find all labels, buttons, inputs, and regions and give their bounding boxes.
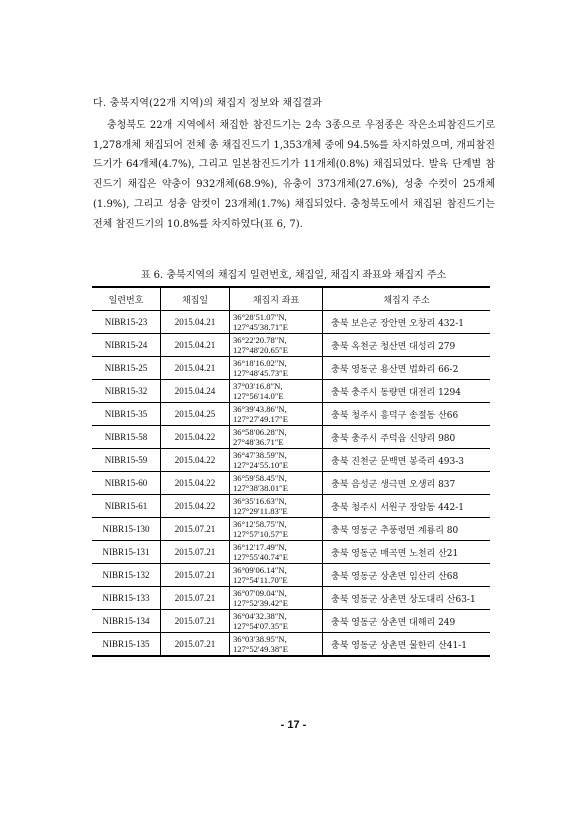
- cell-serial-number: NIBR15-23: [92, 311, 161, 334]
- latitude: 36°12′58.75″N,: [233, 519, 287, 529]
- cell-serial-number: NIBR15-131: [92, 541, 161, 564]
- latitude: 36°22′20.78″N,: [233, 335, 287, 345]
- cell-serial-number: NIBR15-132: [92, 564, 161, 587]
- cell-serial-number: NIBR15-32: [92, 380, 161, 403]
- latitude: 36°58′06.28″N,: [233, 427, 287, 437]
- cell-coordinates: [230, 311, 323, 334]
- cell-coordinates: [230, 564, 323, 587]
- table-row: [92, 633, 490, 657]
- cell-collection-date: 2015.04.25: [161, 403, 230, 426]
- cell-collection-date: 2015.04.21: [161, 311, 230, 334]
- table-row: [92, 495, 490, 518]
- table-row: [92, 380, 490, 403]
- cell-coordinates: [230, 541, 323, 564]
- section-heading: 다. 충북지역(22개 지역)의 채집지 정보와 채집결과: [93, 98, 322, 109]
- cell-collection-date: 2015.07.21: [161, 541, 230, 564]
- longitude: 127°52′49.38″E: [233, 644, 288, 654]
- longitude: 127°29′11.83″E: [233, 506, 288, 516]
- cell-collection-date: 2015.07.21: [161, 587, 230, 610]
- latitude: 36°04′32.38″N,: [233, 611, 287, 621]
- cell-address: 충북 진천군 문백면 봉죽리 493-3: [323, 449, 491, 472]
- longitude: 127°45′38.71″E: [233, 322, 288, 332]
- cell-collection-date: 2015.07.21: [161, 564, 230, 587]
- cell-collection-date: 2015.04.22: [161, 472, 230, 495]
- cell-collection-date: 2015.04.22: [161, 426, 230, 449]
- cell-address: 충북 영동군 매곡면 노천리 산21: [323, 541, 491, 564]
- cell-coordinates: [230, 380, 323, 403]
- longitude: 127°27′49.17″E: [233, 414, 288, 424]
- latitude: 36°09′06.14″N,: [233, 565, 287, 575]
- latitude: 36°28′51.07″N,: [233, 312, 287, 322]
- cell-coordinates: [230, 495, 323, 518]
- body-paragraph-block: [93, 116, 495, 234]
- table-row: [92, 334, 490, 357]
- cell-collection-date: 2015.04.22: [161, 495, 230, 518]
- cell-address: 충북 영동군 상촌면 임산리 산68: [323, 564, 491, 587]
- cell-collection-date: 2015.04.24: [161, 380, 230, 403]
- table-header-row: [92, 287, 490, 311]
- table-row: [92, 518, 490, 541]
- cell-address: 충북 옥천군 청산면 대성리 279: [323, 334, 491, 357]
- table-row: [92, 541, 490, 564]
- cell-address: 충북 음성군 생극면 오생리 837: [323, 472, 491, 495]
- cell-coordinates: [230, 610, 323, 633]
- cell-address: 충북 영동군 용산면 법화리 66-2: [323, 357, 491, 380]
- table-row: [92, 357, 490, 380]
- latitude: 36°18′16.02″N,: [233, 358, 287, 368]
- latitude: 37°03′16.8″N,: [233, 381, 283, 391]
- longitude: 27°48′36.71″E: [233, 437, 284, 447]
- body-paragraph: 충청북도 22개 지역에서 채집한 참진드기는 2속 3종으로 우점종은 작은소피참진드기로 1,278개체 채집되어 전체 총 채집진드기 1,353개체 중에 94.5%를 차지하였으며, 개피참진드기가 64개체(4.7%), 그리고 일본참진드기가 11개체(0.8%) 채집되었다. 발육 단계별 참진드기 채집은 약충이 932개체(68.9%), 유충이 373개체(27.6%), 성충 수컷이 25개체(1.9%), 그리고 성충 암컷이 23개체(1.7%) 채집되었다. 충청북도에서 채집된 참진드기는 전체 참진드기의 10.8%를 차지하였다(표 6, 7).: [93, 120, 495, 230]
- header-collection-date: 채집일: [161, 287, 230, 311]
- cell-serial-number: NIBR15-59: [92, 449, 161, 472]
- cell-serial-number: NIBR15-35: [92, 403, 161, 426]
- longitude: 127°48′20.65″E: [233, 345, 288, 355]
- cell-serial-number: NIBR15-24: [92, 334, 161, 357]
- cell-address: 충북 영동군 상촌면 상도대리 산63-1: [323, 587, 491, 610]
- latitude: 36°03′38.95″N,: [233, 634, 287, 644]
- cell-address: 충북 보은군 장안면 오창리 432-1: [323, 311, 491, 334]
- longitude: 127°52′39.42″E: [233, 598, 288, 608]
- latitude: 36°12′17.49″N,: [233, 542, 287, 552]
- table-row: [92, 564, 490, 587]
- cell-coordinates: [230, 518, 323, 541]
- header-serial-number: 일련번호: [92, 287, 161, 311]
- cell-coordinates: [230, 449, 323, 472]
- latitude: 36°59′58.45″N,: [233, 473, 287, 483]
- table-row: [92, 587, 490, 610]
- cell-collection-date: 2015.07.21: [161, 518, 230, 541]
- table-row: [92, 449, 490, 472]
- longitude: 127°48′45.73″E: [233, 368, 288, 378]
- latitude: 36°47′38.59″N,: [233, 450, 287, 460]
- longitude: 127°55′40.74″E: [233, 552, 288, 562]
- table-row: [92, 610, 490, 633]
- cell-coordinates: [230, 426, 323, 449]
- cell-serial-number: NIBR15-130: [92, 518, 161, 541]
- table-row: [92, 403, 490, 426]
- cell-address: 충북 영동군 상촌면 물한리 산41-1: [323, 633, 491, 657]
- table-row: [92, 472, 490, 495]
- latitude: 36°07′09.04″N,: [233, 588, 287, 598]
- cell-coordinates: [230, 357, 323, 380]
- cell-collection-date: 2015.07.21: [161, 610, 230, 633]
- longitude: 127°24′55.10″E: [233, 460, 288, 470]
- cell-collection-date: 2015.04.22: [161, 449, 230, 472]
- latitude: 36°35′16.63″N,: [233, 496, 287, 506]
- cell-coordinates: [230, 334, 323, 357]
- cell-serial-number: NIBR15-134: [92, 610, 161, 633]
- page-number: - 17 -: [280, 719, 307, 731]
- cell-serial-number: NIBR15-61: [92, 495, 161, 518]
- table-row: [92, 311, 490, 334]
- header-coordinates: 채집지 좌표: [230, 287, 323, 311]
- cell-collection-date: 2015.04.21: [161, 357, 230, 380]
- longitude: 127°38′38.01″E: [233, 483, 288, 493]
- table-caption: 표 6. 충북지역의 채집지 일련번호, 채집일, 채집지 좌표와 채집지 주소: [140, 270, 447, 281]
- cell-collection-date: 2015.07.21: [161, 633, 230, 657]
- cell-collection-date: 2015.04.21: [161, 334, 230, 357]
- table-row: [92, 426, 490, 449]
- longitude: 127°56′14.0″E: [233, 391, 284, 401]
- longitude: 127°54′07.35″E: [233, 621, 288, 631]
- cell-address: 충북 청주시 서원구 장암동 442-1: [323, 495, 491, 518]
- cell-address: 충북 충주시 주덕읍 신양리 980: [323, 426, 491, 449]
- cell-serial-number: NIBR15-58: [92, 426, 161, 449]
- cell-coordinates: [230, 403, 323, 426]
- header-address: 채집지 주소: [323, 287, 491, 311]
- cell-serial-number: NIBR15-135: [92, 633, 161, 657]
- table-body: [92, 311, 490, 657]
- cell-serial-number: NIBR15-60: [92, 472, 161, 495]
- cell-address: 충북 충주시 동량면 대전리 1294: [323, 380, 491, 403]
- cell-address: 충북 영동군 추풍령면 계룡리 80: [323, 518, 491, 541]
- longitude: 127°54′11.70″E: [233, 575, 288, 585]
- cell-address: 충북 청주시 흥덕구 송절동 산66: [323, 403, 491, 426]
- latitude: 36°39′43.86″N,: [233, 404, 287, 414]
- cell-coordinates: [230, 472, 323, 495]
- longitude: 127°57′10.57″E: [233, 529, 288, 539]
- cell-serial-number: NIBR15-133: [92, 587, 161, 610]
- cell-serial-number: NIBR15-25: [92, 357, 161, 380]
- cell-address: 충북 영동군 상촌면 대해리 249: [323, 610, 491, 633]
- cell-coordinates: [230, 633, 323, 657]
- collection-site-table: [92, 286, 490, 657]
- cell-coordinates: [230, 587, 323, 610]
